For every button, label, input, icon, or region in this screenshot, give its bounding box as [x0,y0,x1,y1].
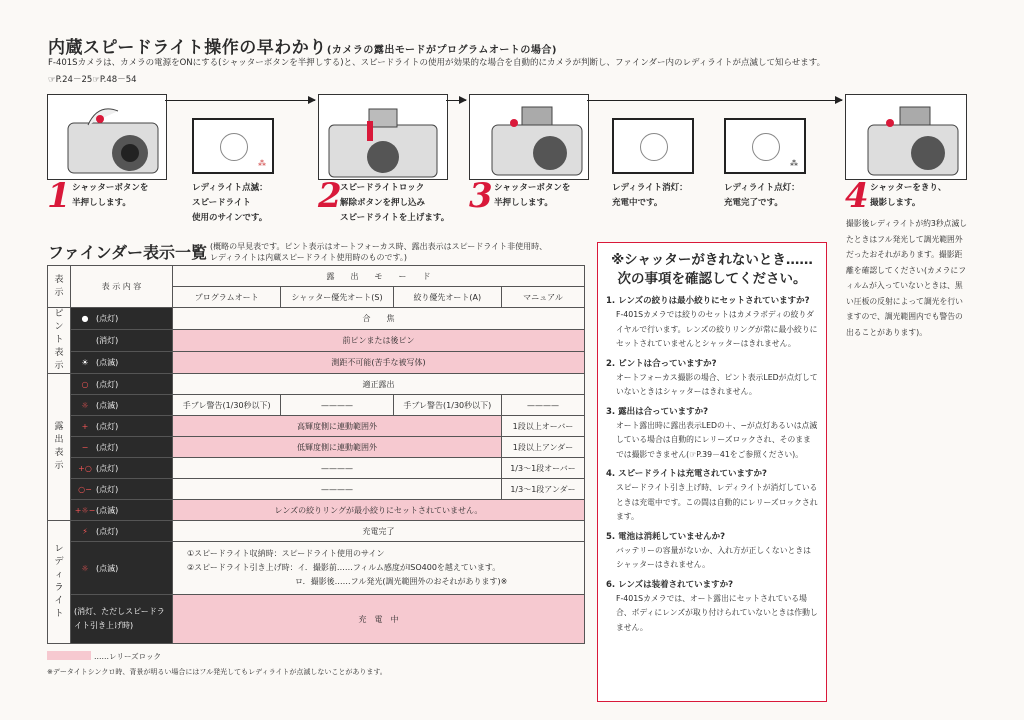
step-3c-text: レディライト点灯： 充電完了です。 [724,183,800,208]
flash-popup-icon [319,95,447,179]
step-arrow [587,100,842,101]
check-item-4: 4. スピードライトは充電されていますか? スピードライト引き上げ時、レディライトが消灯しているときは充電中です。この間は自動的にレリーズロックされます。 [606,469,818,521]
table-row: 露出表示 ○ (点灯) 適正露出 [48,374,585,395]
step-2-text: スピードライトロック 解除ボタンを押し込み スピードライトを上げます。 [340,183,450,223]
step-number-1: 1 [47,176,71,216]
camera-illustration-2 [318,94,448,180]
camera-illustration-1 [47,94,167,180]
camera-illustration-3 [469,94,589,180]
mode-header-row: プログラムオート シャッター優先オート(S) 絞り優先オート(A) マニュアル [48,287,585,308]
intro-text: F-401Sカメラは、カメラの電源をONにする(シャッターボタンを半押しする)と、スピードライトの使用が効果的な場合を自動的にカメラが判断し、ファインダー内のレディライトが点滅して知らせます。 [48,58,826,68]
viewfinder-1: ⁂ [192,118,274,174]
check-item-2: 2. ピントは合っていますか? オートフォーカス撮影の場合、ピント表示LEDが点灯していないときはシャッターはきれません。 [606,358,818,396]
step-number-3: 3 [469,176,493,216]
legend-label: ……レリーズロック [94,652,161,661]
step-3-text: シャッターボタンを 半押しします。 [494,183,571,208]
step-arrow [446,100,466,101]
table-row: ☀ (点滅) 測距不可能(苦手な被写体) [48,352,585,374]
check-box-title: ※シャッターがきれないとき…… 次の事項を確認してください。 [611,252,813,287]
camera-half-press-icon [48,95,166,179]
shutter-check-box [597,242,827,702]
table-row: ○− (点灯) ———— 1/3～1段アンダー [48,479,585,500]
step-1b-text: レディライト点滅： スピードライト 使用のサインです。 [192,183,268,223]
step-3b-text: レディライト消灯： 充電中です。 [612,183,688,208]
step-arrow [165,100,315,101]
table-row: +☼−(点滅) レンズの絞りリングが最小絞りにセットされていません。 [48,500,585,521]
table-row: ピント表示 ● (点灯) 合 焦 [48,308,585,330]
finder-section-note: (概略の早見表です。ピント表示はオートフォーカス時、露出表示はスピードライト非使用時、 レディライトは内蔵スピードライト使用時のものです。) [210,242,548,262]
finder-section-title: ファインダー表示一覧 [48,243,208,262]
table-row: (消灯) 前ピンまたは後ピン [48,330,585,352]
release-lock-swatch [47,651,91,660]
check-item-6: 6. レンズは装着されていますか? F-401Sカメラでは、オート露出にセットされている場合、ボディにレンズが取り付けられていないときは作動しません。 [606,579,818,632]
check-item-1: 1. レンズの絞りは最小絞りにセットされていますか? F-401Sカメラでは絞りのセットはカメラボディの絞りダイヤルで行います。レンズの絞りリングが常に最小絞りにセットされていませんとシャッターはきれません。 [606,296,818,348]
table-row: (消灯、ただしスピードライト引き上げ時) 充 電 中 [48,595,585,644]
table-row: +○ (点灯) ———— 1/3～1段オーバー [48,458,585,479]
table-row: + (点灯) 高輝度側に連動範囲外 1段以上オーバー [48,416,585,437]
table-row: ☼ (点滅) 手ブレ警告(1/30秒以下) ———— 手ブレ警告(1/30秒以下) ———— [48,395,585,416]
table-header-row: 表示 表 示 内 容 露 出 モ ー ド [48,266,585,287]
page-title: 内蔵スピードライト操作の早わかり(カメラの露出モードがプログラムオートの場合) [48,38,557,58]
viewfinder-2 [612,118,694,174]
camera-illustration-4 [845,94,967,180]
table-row: − (点灯) 低輝度側に連動範囲外 1段以上アンダー [48,437,585,458]
finder-display-table [47,265,585,644]
step-number-4: 4 [845,176,869,216]
footnote: ※データイトシンクロ時、背景が明るい場合にはフル発光してもレディライトが点滅しないことがあります。 [47,668,387,676]
step-4-text: シャッターをきり、 撮影します。 [870,183,947,208]
camera-shoot-icon [846,95,966,179]
table-row: ☼ (点滅) ①スピードライト収納時：スピードライト使用のサイン ②スピードライト引き上げ時：イ．撮影前……フィルム感度がISO400を越えています。 ロ．撮影後……フル発光(調光範囲外のおそれがあります)※ [48,542,585,595]
check-item-5: 5. 電池は消耗していませんか? バッテリーの容量がないか、入れ方が正しくないときはシャッターはきれません。 [606,531,811,569]
step-1-text: シャッターボタンを 半押しします。 [72,183,149,208]
page-refs: ☞P.24－25☞P.48－54 [48,75,137,85]
step-number-2: 2 [318,176,342,216]
flash-warning-note: 撮影後レディライトが約3秒点滅したときはフル発光して調光範囲外だったおそれがあります。撮影距離を確認してください(カメラにフィルムが入っていないときは、黒い圧板の反射によって調光を行いますので、調光範囲内でも警告の出ることがあります)。 [846,219,968,337]
viewfinder-3: ⁂ [724,118,806,174]
camera-flash-up-icon [470,95,588,179]
table-row: レディライト ⚡ (点灯) 充電完了 [48,521,585,542]
check-item-3: 3. 露出は合っていますか? オート露出時に露出表示LEDの＋、−が点灯あるいは点滅している場合は自動的にレリーズロックされ、そのままでは撮影できません(☞P.39－41をご参照ください)。 [606,406,818,459]
